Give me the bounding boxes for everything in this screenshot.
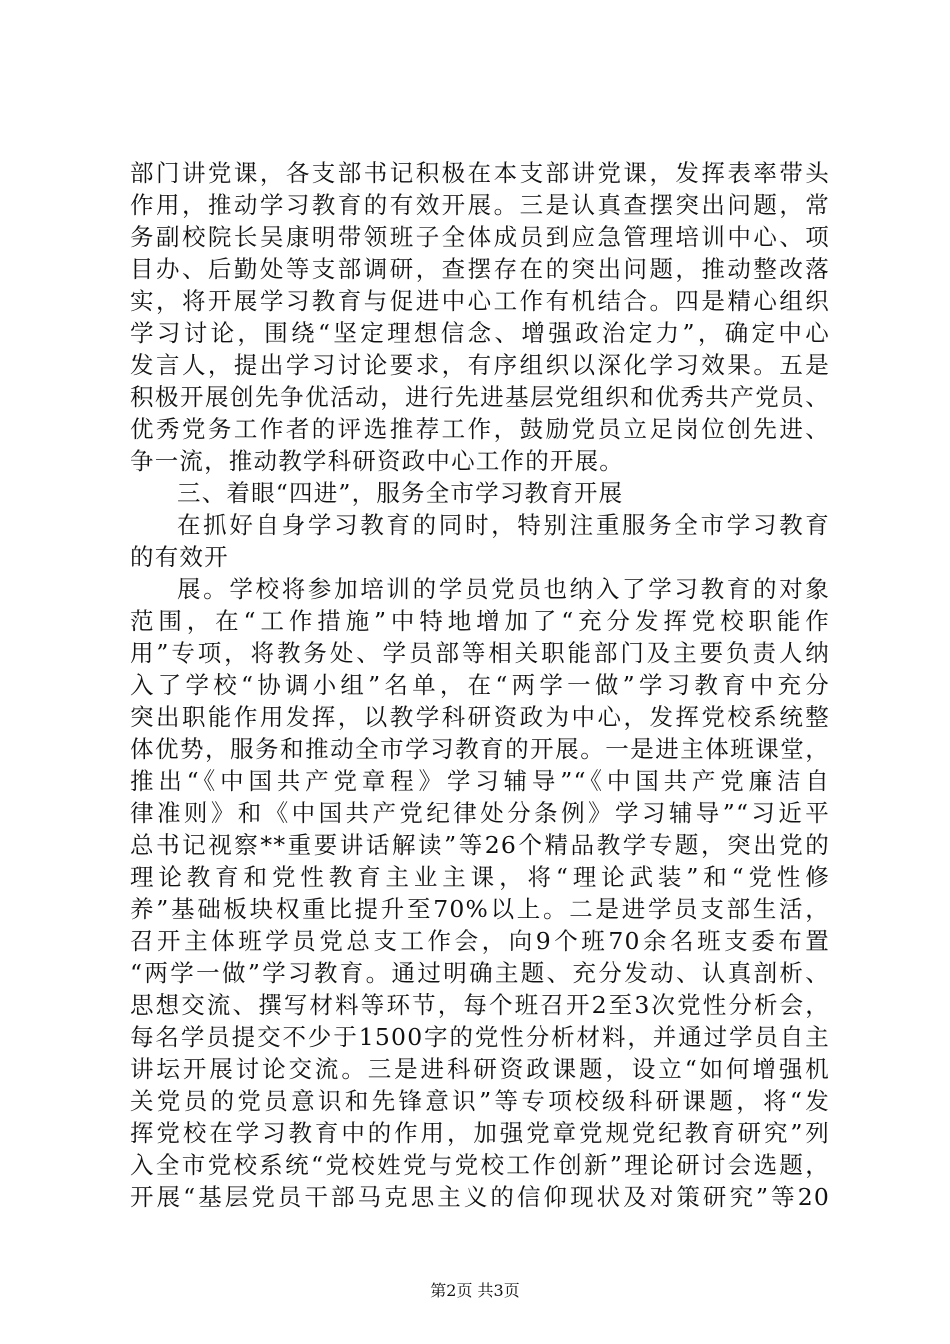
- text-line: 优秀党务工作者的评选推荐工作，鼓励党员立足岗位创先进、: [130, 415, 830, 443]
- text-line: 范围，在“工作措施”中特地增加了“充分发挥党校职能作: [130, 607, 830, 635]
- text-line: 召开主体班学员党总支工作会，向9个班70余名班支委布置: [130, 927, 830, 955]
- text-line: 关党员的党员意识和先锋意识”等专项校级科研课题，将“发: [130, 1087, 830, 1115]
- text-line: 入全市党校系统“党校姓党与党校工作创新”理论研讨会选题，: [130, 1151, 830, 1179]
- text-line: 的有效开: [130, 543, 229, 571]
- text-line: 作用，推动学习教育的有效开展。三是认真查摆突出问题，常: [130, 191, 830, 219]
- text-line: 养”基础板块权重比提升至70%以上。二是进学员支部生活，: [130, 895, 830, 923]
- text-line: 用”专项，将教务处、学员部等相关职能部门及主要负责人纳: [130, 639, 830, 667]
- document-body: [130, 157, 830, 1213]
- text-line: 挥党校在学习教育中的作用，加强党章党规党纪教育研究”列: [130, 1119, 830, 1147]
- text-line: 总书记视察**重要讲话解读”等26个精品教学专题，突出党的: [130, 831, 830, 859]
- text-line: 积极开展创先争优活动，进行先进基层党组织和优秀共产党员、: [130, 383, 830, 411]
- text-line: 学习讨论，围绕“坚定理想信念、增强政治定力”，确定中心: [130, 319, 830, 347]
- text-line: 实，将开展学习教育与促进中心工作有机结合。四是精心组织: [130, 287, 830, 315]
- text-line: 体优势，服务和推动全市学习教育的开展。一是进主体班课堂，: [130, 735, 830, 763]
- text-line: 每名学员提交不少于1500字的党性分析材料，并通过学员自主: [130, 1023, 830, 1051]
- section-heading: 三、着眼“四进”，服务全市学习教育开展: [177, 479, 624, 507]
- text-line: 思想交流、撰写材料等环节，每个班召开2至3次党性分析会，: [130, 991, 830, 1019]
- text-line: 发言人，提出学习讨论要求，有序组织以深化学习效果。五是: [130, 351, 830, 379]
- text-line: 推出“《中国共产党章程》学习辅导”“《中国共产党廉洁自: [130, 767, 830, 795]
- text-line: 务副校院长吴康明带领班子全体成员到应急管理培训中心、项: [130, 223, 830, 251]
- text-line: 突出职能作用发挥，以教学科研资政为中心，发挥党校系统整: [130, 703, 830, 731]
- text-line: 讲坛开展讨论交流。三是进科研资政课题，设立“如何增强机: [130, 1055, 830, 1083]
- text-line: 入了学校“协调小组”名单，在“两学一做”学习教育中充分: [130, 671, 830, 699]
- text-line: 开展“基层党员干部马克思主义的信仰现状及对策研究”等20: [130, 1183, 830, 1211]
- text-line: 部门讲党课，各支部书记积极在本支部讲党课，发挥表率带头: [130, 159, 830, 187]
- text-line: 理论教育和党性教育主业主课，将“理论武装”和“党性修: [130, 863, 830, 891]
- text-line: 争一流，推动教学科研资政中心工作的开展。: [130, 447, 624, 475]
- page-number: 第2页 共3页: [430, 1281, 520, 1300]
- text-line: 在抓好自身学习教育的同时，特别注重服务全市学习教育: [177, 511, 830, 539]
- text-line: 目办、后勤处等支部调研，查摆存在的突出问题，推动整改落: [130, 255, 830, 283]
- text-line: “两学一做”学习教育。通过明确主题、充分发动、认真剖析、: [130, 959, 830, 987]
- text-line: 律准则》和《中国共产党纪律处分条例》学习辅导”“习近平: [130, 799, 830, 827]
- text-line: 展。学校将参加培训的学员党员也纳入了学习教育的对象: [177, 575, 830, 603]
